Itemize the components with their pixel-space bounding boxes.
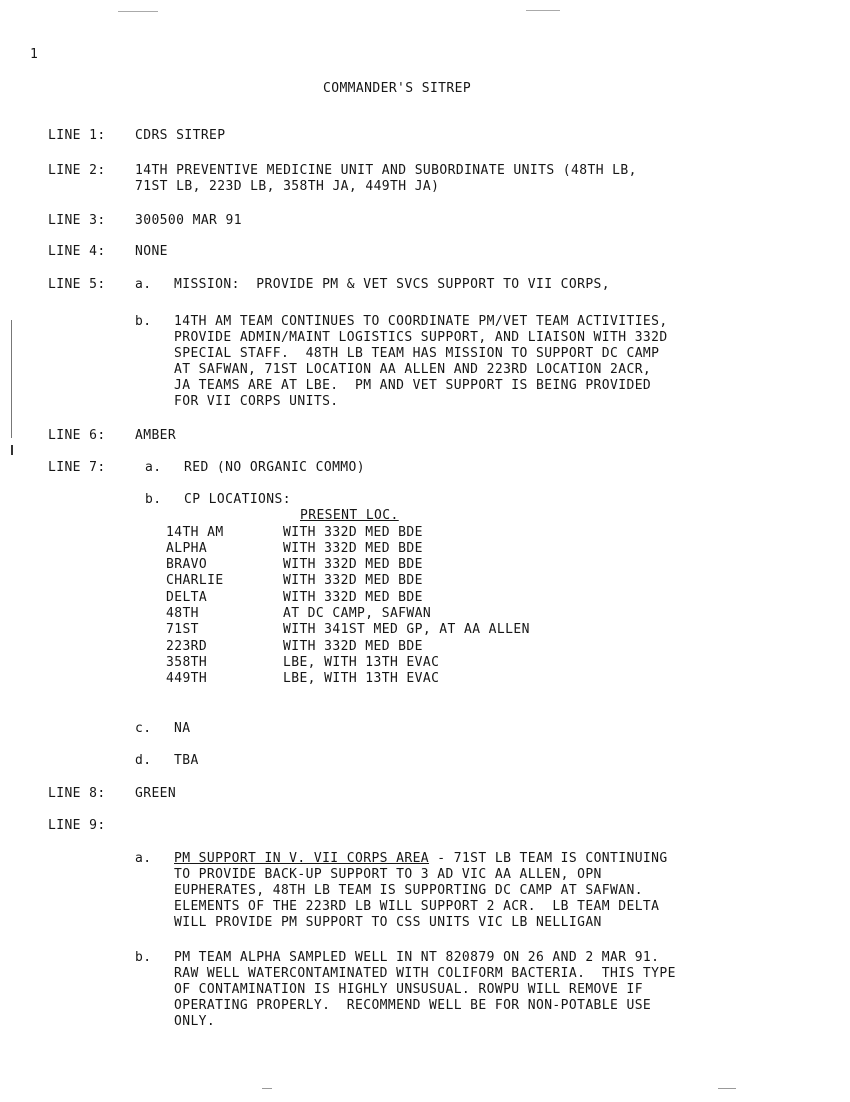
cp-unit: 71ST [166,622,199,637]
line-7c-text: NA [174,721,191,736]
line-7b-text: CP LOCATIONS: [184,492,291,507]
cp-location: WITH 332D MED BDE [283,541,423,556]
cp-location: WITH 332D MED BDE [283,525,423,540]
line-9a-text: WILL PROVIDE PM SUPPORT TO CSS UNITS VIC LB NELLIGAN [174,915,602,930]
line-6-label: LINE 6: [48,428,106,443]
line-9a-text: EUPHERATES, 48TH LB TEAM IS SUPPORTING DC CAMP AT SAFWAN. [174,883,643,898]
line-9b-text: OF CONTAMINATION IS HIGHLY UNSUSUAL. ROWPU WILL REMOVE IF [174,982,643,997]
line-5a-text: MISSION: PROVIDE PM & VET SVCS SUPPORT TO VII CORPS, [174,277,611,292]
line-5-label: LINE 5: [48,277,106,292]
cp-unit: 223RD [166,639,208,654]
cp-unit: ALPHA [166,541,208,556]
line-5b-text: AT SAFWAN, 71ST LOCATION AA ALLEN AND 223RD LOCATION 2ACR, [174,362,652,377]
cp-location: WITH 332D MED BDE [283,639,423,654]
line-5b-letter: b. [135,314,152,329]
line-7a-text: RED (NO ORGANIC COMMO) [184,460,365,475]
cp-unit: CHARLIE [166,573,224,588]
cp-unit: 449TH [166,671,208,686]
line-8-text: GREEN [135,786,177,801]
cp-unit: 358TH [166,655,208,670]
present-loc-header: PRESENT LOC. [300,508,399,523]
line-2-text: 14TH PREVENTIVE MEDICINE UNIT AND SUBORDINATE UNITS (48TH LB, [135,163,637,178]
cp-location: WITH 341ST MED GP, AT AA ALLEN [283,622,530,637]
line-9b-text: PM TEAM ALPHA SAMPLED WELL IN NT 820879 ON 26 AND 2 MAR 91. [174,950,660,965]
document-title: COMMANDER'S SITREP [323,81,472,96]
line-5a-letter: a. [135,277,152,292]
line-9b-text: OPERATING PROPERLY. RECOMMEND WELL BE FOR NON-POTABLE USE [174,998,652,1013]
line-9b-text: ONLY. [174,1014,216,1029]
line-9b-letter: b. [135,950,152,965]
line-1-text: CDRS SITREP [135,128,226,143]
line-7d-letter: d. [135,753,152,768]
line-5b-text: SPECIAL STAFF. 48TH LB TEAM HAS MISSION TO SUPPORT DC CAMP [174,346,660,361]
cp-location: LBE, WITH 13TH EVAC [283,655,440,670]
line-9a-text: - 71ST LB TEAM IS CONTINUING [429,851,668,866]
line-7b-letter: b. [145,492,162,507]
line-5b-text: JA TEAMS ARE AT LBE. PM AND VET SUPPORT IS BEING PROVIDED [174,378,652,393]
cp-location: WITH 332D MED BDE [283,573,423,588]
line-2-label: LINE 2: [48,163,106,178]
line-9a-text: ELEMENTS OF THE 223RD LB WILL SUPPORT 2 ACR. LB TEAM DELTA [174,899,660,914]
line-9b-text: RAW WELL WATERCONTAMINATED WITH COLIFORM BACTERIA. THIS TYPE [174,966,676,981]
line-5b-text: FOR VII CORPS UNITS. [174,394,339,409]
cp-unit: BRAVO [166,557,208,572]
scan-mark-top-right [526,10,560,11]
cp-unit: 14TH AM [166,525,224,540]
margin-tick [11,445,13,455]
line-9a-first-line [174,851,668,866]
scan-mark-bottom-right [718,1088,736,1089]
line-9a-text: TO PROVIDE BACK-UP SUPPORT TO 3 AD VIC AA ALLEN, OPN [174,867,602,882]
scan-mark-bottom-left [262,1088,272,1089]
margin-bar [11,320,12,438]
line-9a-letter: a. [135,851,152,866]
line-3-label: LINE 3: [48,213,106,228]
cp-location: AT DC CAMP, SAFWAN [283,606,432,621]
line-9a-heading: PM SUPPORT IN V. VII CORPS AREA [174,851,430,866]
line-7d-text: TBA [174,753,199,768]
line-7a-letter: a. [145,460,162,475]
line-7-label: LINE 7: [48,460,106,475]
cp-location: WITH 332D MED BDE [283,590,423,605]
line-3-text: 300500 MAR 91 [135,213,242,228]
line-6-text: AMBER [135,428,177,443]
scan-mark-top-left [118,11,158,12]
line-4-label: LINE 4: [48,244,106,259]
cp-location: WITH 332D MED BDE [283,557,423,572]
line-1-label: LINE 1: [48,128,106,143]
line-4-text: NONE [135,244,168,259]
cp-unit: 48TH [166,606,199,621]
line-5b-text: PROVIDE ADMIN/MAINT LOGISTICS SUPPORT, AND LIAISON WITH 332D [174,330,668,345]
line-7c-letter: c. [135,721,152,736]
line-2-text: 71ST LB, 223D LB, 358TH JA, 449TH JA) [135,179,440,194]
cp-unit: DELTA [166,590,208,605]
cp-location: LBE, WITH 13TH EVAC [283,671,440,686]
page-mark: 1 [30,47,39,62]
line-5b-text: 14TH AM TEAM CONTINUES TO COORDINATE PM/VET TEAM ACTIVITIES, [174,314,668,329]
line-8-label: LINE 8: [48,786,106,801]
line-9-label: LINE 9: [48,818,106,833]
